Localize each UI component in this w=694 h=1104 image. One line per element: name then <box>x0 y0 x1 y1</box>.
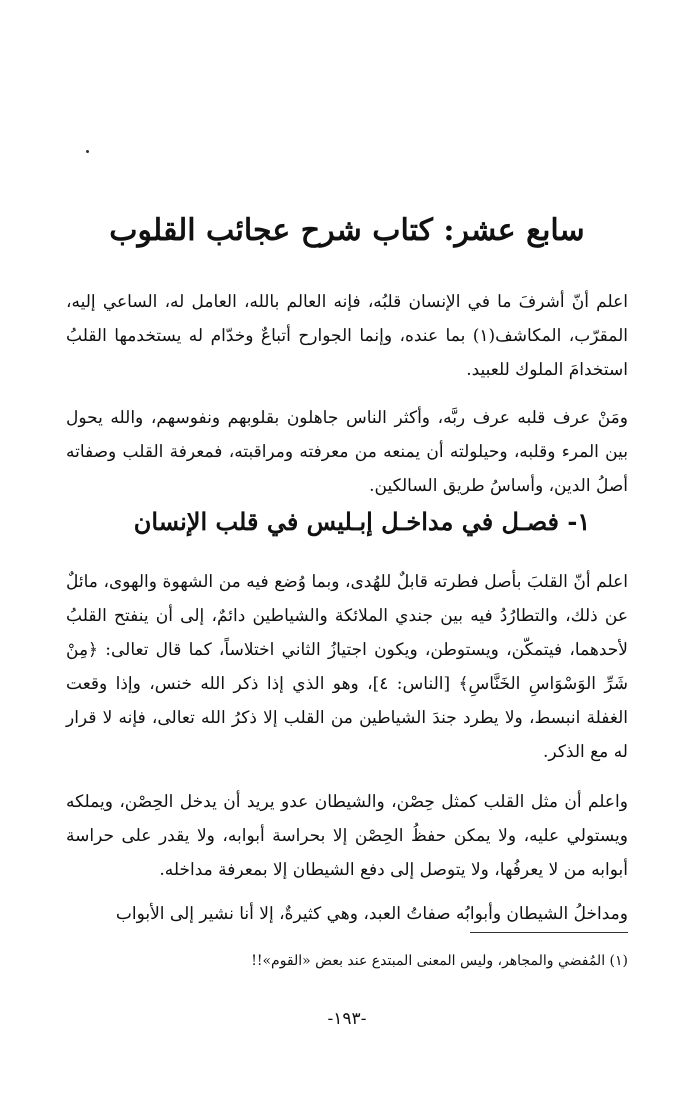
page-mark <box>86 150 89 153</box>
chapter-title: سابع عشر: كتاب شرح عجائب القلوب <box>109 213 585 248</box>
section-paragraph-1: اعلم أنّ القلبَ بأصل فطرته قابلٌ للهُدى، وبما وُضع فيه من الشهوة والهوى، مائلٌ عن ذلك، والتطارُدُ فيه بين جندي الملائكة والشياطين دائمٌ، إلى أن ينفتح القلبُ لأحدهما، فيتمكّن، ويستوطن، ويكون اجتيازُ الثاني اختلاساً، كما قال تعالى: ﴿مِنْ شَرِّ الوَسْوَاسِ الخَنَّاسِ﴾ [الناس: ٤]، وهو الذي إذا ذكر الله خنس، وإذا وقعت الغفلة انبسط، ولا يطرد جندَ الشياطين من القلب إلا ذكرُ الله تعالى، فإنه لا قرار له مع الذكر. <box>66 572 628 762</box>
section-paragraph-3: ومداخلُ الشيطان وأبوابُه صفاتُ العبد، وهي كثيرةٌ، إلا أنا نشير إلى الأبواب <box>115 904 628 924</box>
intro-paragraph-2: ومَنْ عرف قلبه عرف ربَّه، وأكثر الناس جاهلون بقلوبهم ونفوسهم، والله يحول بين المرء وقلبه، وحيلولته أن يمنعه من معرفته ومراقبته، فمعرفة القلب وصفاته أصلُ الدين، وأساسُ طريق السالكين. <box>66 408 628 496</box>
intro-paragraph-1: اعلم أنّ أشرفَ ما في الإنسان قلبُه، فإنه العالم بالله، العامل له، الساعي إليه، المقرّب، المكاشف(١) بما عنده، وإنما الجوارح أتباعٌ وخدّام له يستخدمها القلبُ استخدامَ الملوك للعبيد. <box>66 292 628 380</box>
page-number: -١٩٣- <box>327 1009 367 1029</box>
footnote-divider <box>470 932 628 933</box>
section-paragraph-2: واعلم أن مثل القلب كمثل حِصْن، والشيطان عدو يريد أن يدخل الحِصْن، ويملكه ويستولي عليه، ولا يمكن حفظُ الحِصْن إلا بحراسة أبوابه، ولا يقدر على حراسة أبوابه من لا يعرفُها، ولا يتوصل إلى دفع الشيطان إلا بمعرفة مداخله. <box>66 792 628 880</box>
footnote: (١) المُفضي والمجاهر، وليس المعنى المبتدع عند بعض «القوم»!! <box>251 953 628 969</box>
section-heading: ١- فصـل في مداخـل إبـليس في قلب الإنسان <box>133 507 591 536</box>
